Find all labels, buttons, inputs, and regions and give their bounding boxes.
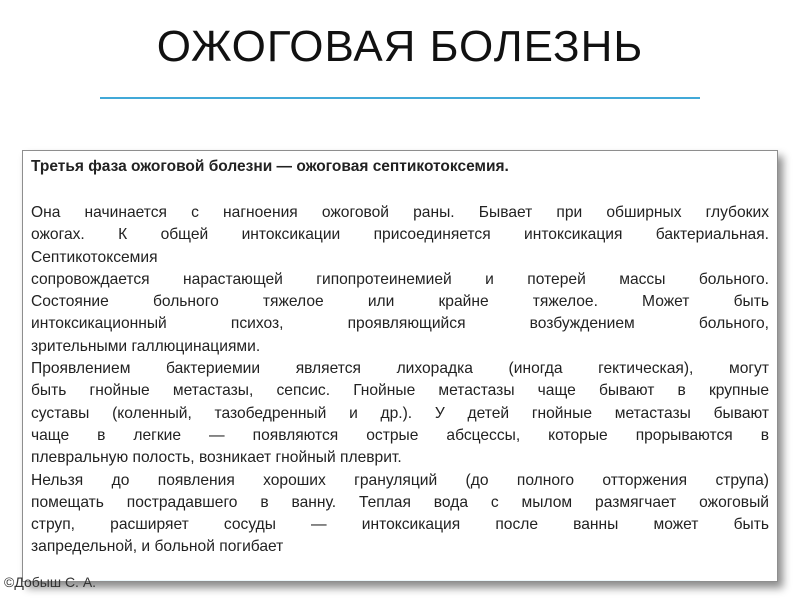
- slide-title: ОЖОГОВАЯ БОЛЕЗНЬ: [156, 22, 644, 71]
- body-line: Состояние больного тяжелое или крайне тяжелое. Может быть: [31, 293, 769, 311]
- body-line: сопровождается нарастающей гипопротеинемией и потерей массы больного.: [31, 270, 769, 288]
- body-line: помещать пострадавшего в ванну. Теплая вода с мылом размягчает ожоговый: [31, 493, 769, 511]
- body-line: быть гнойные метастазы, сепсис. Гнойные метастазы чаще бывают в крупные: [31, 382, 769, 400]
- body-text: [31, 202, 769, 559]
- copyright-note: ©Добыш С. А.: [4, 574, 97, 590]
- body-line: Нельзя до появления хороших грануляций (до полного отторжения струпа): [31, 471, 769, 489]
- body-line: зрительными галлюцинациями.: [31, 337, 261, 355]
- body-line: плевральную полость, возникает гнойный плеврит.: [31, 449, 402, 467]
- body-line: Проявлением бактериемии является лихорадка (иногда гектическая), могут: [31, 360, 769, 378]
- body-line: суставы (коленный, тазобедренный и др.). У детей гнойные метастазы бывают: [31, 404, 769, 422]
- title-divider: [100, 97, 700, 99]
- text-box: [22, 150, 778, 582]
- body-line: Септикотоксемия: [31, 248, 158, 266]
- phase-heading: Третья фаза ожоговой болезни — ожоговая септикотоксемия.: [31, 158, 509, 175]
- body-line: струп, расширяет сосуды — интоксикация после ванны может быть: [31, 516, 769, 534]
- body-line: ожогах. К общей интоксикации присоединяется интоксикация бактериальная.: [31, 226, 769, 244]
- body-line: интоксикационный психоз, проявляющийся возбуждением больного,: [31, 315, 769, 333]
- body-line: Она начинается с нагноения ожоговой раны. Бывает при обширных глубоких: [31, 204, 769, 221]
- body-line: чаще в легкие — появляются острые абсцессы, которые прорываются в: [31, 426, 769, 444]
- body-line: запредельной, и больной погибает: [31, 538, 284, 556]
